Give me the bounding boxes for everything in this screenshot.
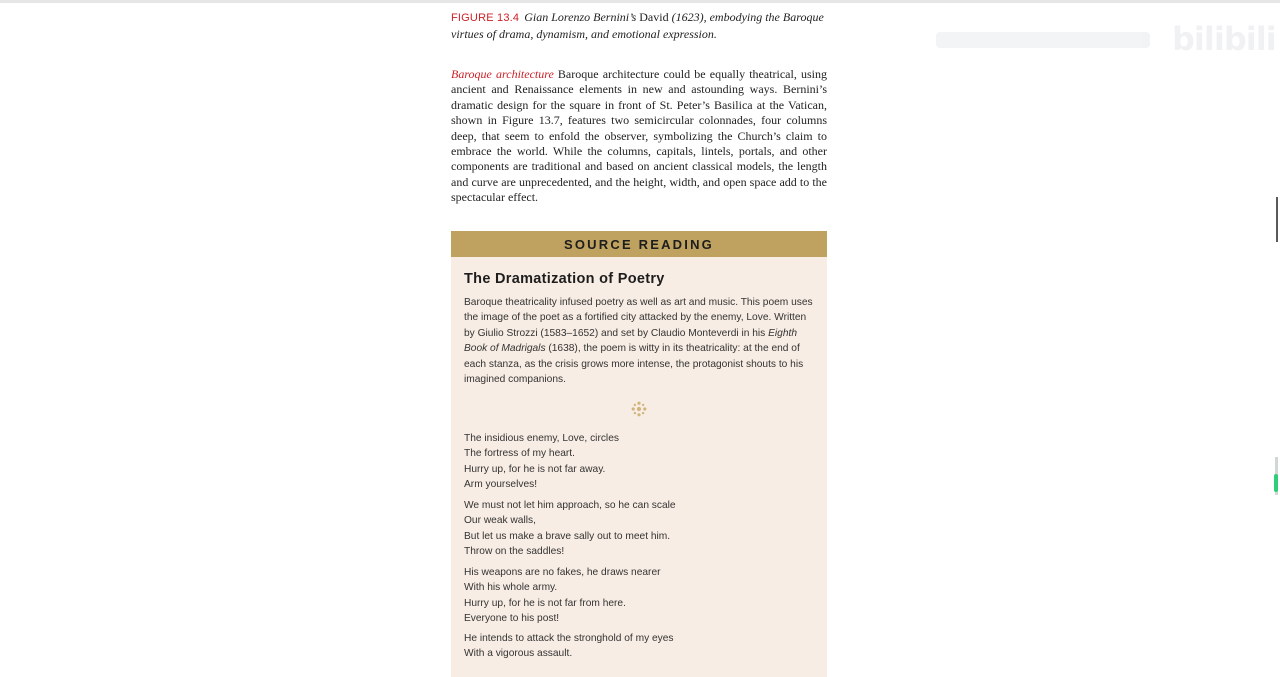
poem-stanza-1 <box>464 431 814 493</box>
poem-line: He intends to attack the stronghold of my eyes <box>464 633 674 644</box>
poem-stanza-2 <box>464 498 814 560</box>
ornament-icon <box>630 400 648 418</box>
poem-stanza-3 <box>464 565 814 627</box>
source-reading-title: The Dramatization of Poetry <box>464 271 665 287</box>
scrollbar-thumb[interactable] <box>1274 474 1278 492</box>
source-reading-box <box>451 257 827 677</box>
top-border <box>0 0 1280 3</box>
figure-label: FIGURE 13.4 <box>451 12 520 24</box>
architecture-paragraph <box>451 67 827 206</box>
source-reading-header: SOURCE READING <box>451 231 827 257</box>
poem-line: But let us make a brave sally out to meet him. <box>464 530 671 542</box>
poem-line: Hurry up, for he is not far away. <box>464 463 606 475</box>
poem-stanza-4 <box>464 631 814 662</box>
poem-line: Hurry up, for he is not far from here. <box>464 597 626 609</box>
intro-text-1: Baroque theatricality infused poetry as well as art and music. This poem uses the image of the poet as a fortified city attacked by the enemy, Love. Written by Giulio Strozzi (1583–1652) and set by Claudio Monteverdi in his <box>464 297 813 339</box>
poem-line: The fortress of my heart. <box>464 448 575 460</box>
poem-line: Our weak walls, <box>464 515 536 527</box>
poem-line: His weapons are no fakes, he draws nearer <box>464 567 661 578</box>
poem-line: Everyone to his post! <box>464 613 560 625</box>
poem-line: Throw on the saddles! <box>464 546 565 558</box>
caption-text: (1623), embodying the Baroque virtues of drama, dynamism, and emotional expression. <box>451 10 824 41</box>
caption-work: David <box>639 10 669 24</box>
caption-artist: Gian Lorenzo Bernini’s <box>524 10 637 24</box>
paragraph-text: Baroque architecture could be equally theatrical, using ancient and Renaissance elements in new and astounding ways. Bernini’s dramatic design for the square in front of St. Peter’s Basilica at the Vatican, shown in Figure 13.7, features two semicircular colonnades, four columns deep, that seem to enfold the observer, symbolizing the Church’s claim to embrace the world. While the columns, capitals, lintels, portals, and other components are traditional and based on ancient classical models, the length and curve are unprecedented, and the height, width, and open space add to the spectacular effect. <box>451 67 827 205</box>
intro-book-title: Eighth Book of Madrigals <box>464 327 797 355</box>
video-watermark <box>936 20 1276 62</box>
scrollbar-marker <box>1276 197 1278 242</box>
key-term-link[interactable]: Baroque architecture <box>451 67 554 81</box>
figure-caption <box>451 9 827 42</box>
poem-line: We must not let him approach, so he can scale <box>464 500 676 511</box>
poem-line: With his whole army. <box>464 582 558 594</box>
watermark-username <box>936 32 1150 48</box>
bilibili-logo: bilibili <box>1172 20 1276 58</box>
source-reading-intro <box>464 295 816 387</box>
poem-line: The insidious enemy, Love, circles <box>464 433 619 444</box>
poem-line: Arm yourselves! <box>464 479 538 491</box>
poem-line: With a vigorous assault. <box>464 648 573 660</box>
intro-text-2: (1638), the poem is witty in its theatricality: at the end of each stanza, as the crisis grows more intense, the protagonist shouts to his imagined companions. <box>464 343 804 386</box>
